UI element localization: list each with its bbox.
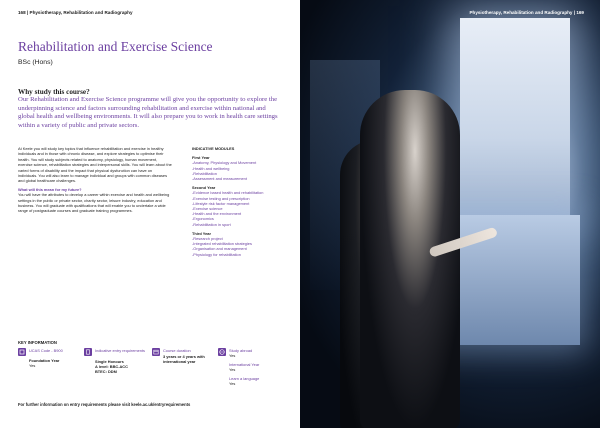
course-title: Rehabilitation and Exercise Science: [18, 39, 213, 54]
a-level-requirement: A level: BBC-ACC: [95, 364, 128, 369]
study-abroad-label: Study abroad: [229, 348, 253, 353]
course-duration-value: 3 years or 4 years with international year: [163, 354, 205, 365]
course-award: BSc (Hons): [18, 59, 53, 66]
modules-heading: INDICATIVE MODULES: [192, 146, 235, 151]
btec-requirement: BTEC: DDM: [95, 369, 117, 374]
running-head-left: 168 | Physiotherapy, Rehabilitation and Radiography: [18, 10, 133, 15]
module-item: -Health and the environment: [192, 211, 242, 217]
third-year-list: [192, 236, 282, 257]
course-duration-label: Course duration: [163, 348, 191, 353]
module-item: -Ergonomics: [192, 216, 214, 222]
module-item: -Anatomy, Physiology and Movement: [192, 160, 257, 166]
single-honours: Single Honours: [95, 359, 124, 364]
module-item: -Lifestyle risk factor management: [192, 200, 250, 206]
module-item: -Rehabilitation: [192, 170, 217, 176]
module-item: -Physiology for rehabilitation: [192, 251, 241, 257]
body-column: [18, 146, 172, 214]
right-page-photo: [300, 0, 600, 428]
learn-language-label: Learn a language: [229, 376, 260, 381]
module-item: -Health and wellbeing: [192, 165, 230, 171]
document-icon: [84, 348, 92, 356]
future-heading: What will this mean for my future?: [18, 186, 82, 192]
international-year-value: Yes: [229, 367, 236, 372]
ucas-icon: [18, 348, 26, 356]
entry-requirements-label: Indicative entry requirements: [95, 348, 145, 353]
module-item: -Rehabilitation in sport: [192, 221, 231, 227]
module-item: -Organisation and management: [192, 246, 247, 252]
module-item: -Exercise science: [192, 206, 223, 212]
further-information: For further information on entry requirements please visit keele.ac.uk/entryrequirements: [18, 402, 191, 407]
module-item: -Evidence based health and rehabilitation: [192, 190, 264, 196]
key-information-heading: KEY INFORMATION: [18, 340, 57, 345]
ucas-code: UCAS Code - B900: [29, 348, 63, 353]
indicative-modules: [192, 146, 282, 257]
body-paragraph: At Keele you will study key topics that influence rehabilitation and exercise in healthy individuals and in those with chronic disease, and explore strategies to optimise their health. You will study subjects related to anatomy, physiology, human movement, exercise science, rehabilitation strategies and interpersonal skills. You will learn about the varied forms of disability and the impact that physical dysfunction can have on individuals. You will also learn to manage individual and groups with common diseases and global healthcare challenges.: [18, 146, 172, 184]
person-silhouette-front: [360, 90, 460, 428]
calendar-icon: [152, 348, 160, 356]
why-heading: Why study this course?: [18, 88, 90, 96]
first-year-title: First Year: [192, 155, 210, 161]
second-year-title: Second Year: [192, 185, 216, 191]
third-year-title: Third Year: [192, 230, 211, 236]
key-information-row: [18, 348, 284, 388]
first-year-list: [192, 160, 282, 181]
foundation-year-value: Yes: [29, 363, 36, 368]
xray-lightbox-upper: [460, 18, 570, 218]
future-paragraph: You will have the attributes to develop a career within exercise and health and wellbeing settings in the public or private sector, charity sector, leisure industry, education and business. You will graduate with qualifications that will enable you to undertake a wide range of postgraduate courses and graduate training programmes.: [18, 192, 170, 214]
globe-icon: [218, 348, 226, 356]
intro-paragraph: Our Rehabilitation and Exercise Science programme will give you the opportunity to explore the underpinning science and factors surrounding rehabilitation and exercise within national and global health and wellbeing environments. It will also prepare you to work in health care settings within a variety of public and private sectors.: [18, 96, 278, 129]
study-abroad-value: Yes: [229, 353, 236, 358]
module-item: -Integrated rehabilitation strategies: [192, 241, 252, 247]
module-item: -Research project: [192, 236, 223, 242]
foundation-year-label: Foundation Year: [29, 358, 60, 363]
international-year-label: International Year: [229, 362, 260, 367]
learn-language-value: Yes: [229, 381, 236, 386]
running-head-right: Physiotherapy, Rehabilitation and Radiography | 169: [469, 10, 584, 15]
module-item: -Exercise testing and prescription: [192, 195, 250, 201]
module-item: -Assessment and measurement: [192, 176, 247, 182]
second-year-list: [192, 190, 282, 226]
